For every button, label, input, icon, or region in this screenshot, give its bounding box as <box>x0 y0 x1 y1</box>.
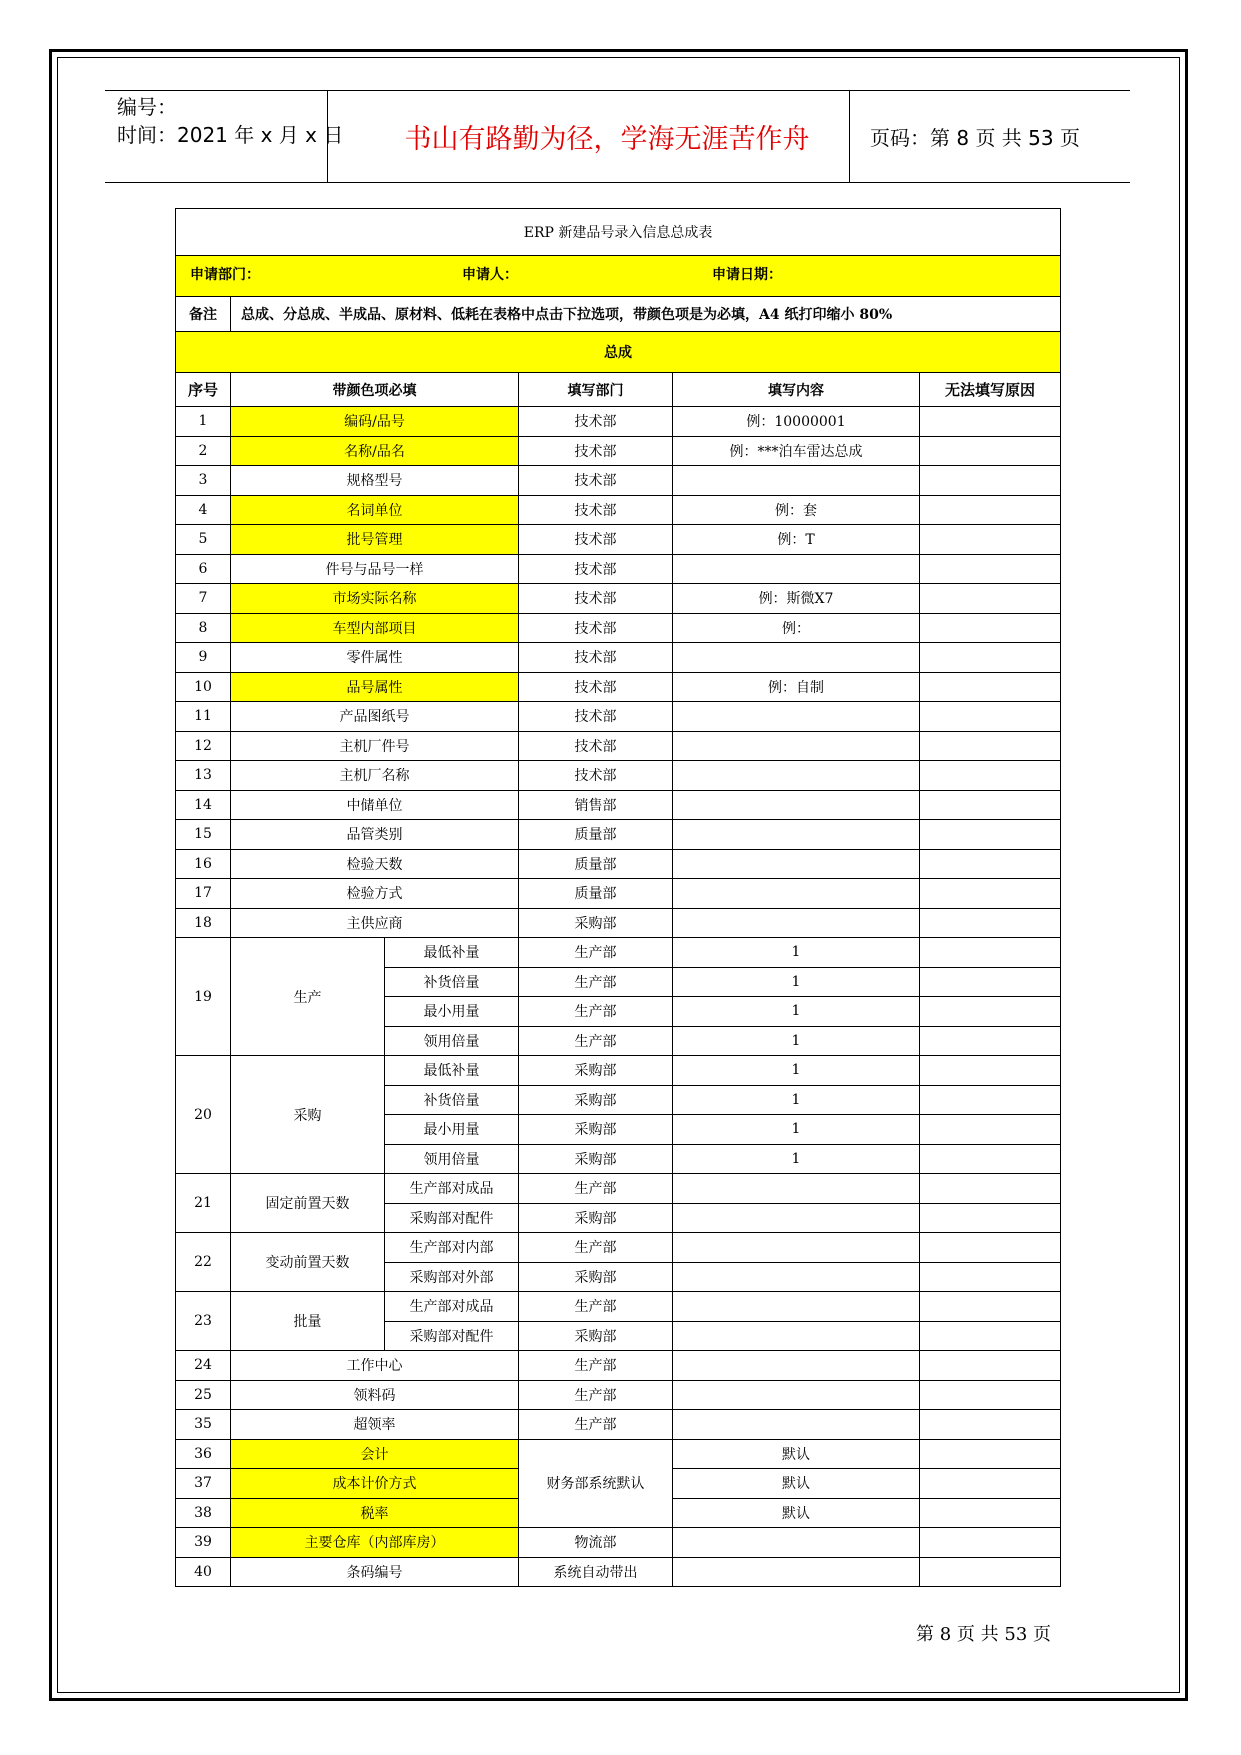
header-divider <box>849 91 850 182</box>
apply-dept-label: 申请部门： <box>190 267 260 283</box>
row-dept: 系统自动带出 <box>519 1557 673 1587</box>
row-seq: 10 <box>176 672 231 702</box>
row-dept: 质量部 <box>519 879 673 909</box>
table-row <box>176 525 1061 555</box>
page-footer: 第 8 页 共 53 页 <box>916 1624 1051 1645</box>
row-content-cell[interactable] <box>673 466 920 496</box>
table-row <box>176 1528 1061 1558</box>
row-content-cell[interactable]: 1 <box>673 938 920 968</box>
row-dept: 生产部 <box>519 997 673 1027</box>
row-reason-cell[interactable] <box>920 702 1061 732</box>
row-reason-cell[interactable] <box>920 967 1061 997</box>
row-content-cell[interactable]: 例： <box>673 613 920 643</box>
row-subitem: 领用倍量 <box>385 1144 519 1174</box>
row-seq: 37 <box>176 1469 231 1499</box>
row-seq: 11 <box>176 702 231 732</box>
row-dept: 技术部 <box>519 672 673 702</box>
row-dept: 技术部 <box>519 613 673 643</box>
row-seq: 13 <box>176 761 231 791</box>
row-reason-cell[interactable] <box>920 1203 1061 1233</box>
row-reason-cell[interactable] <box>920 407 1061 437</box>
row-seq: 2 <box>176 436 231 466</box>
row-reason-cell[interactable] <box>920 1174 1061 1204</box>
row-seq: 21 <box>176 1174 231 1233</box>
row-subitem: 采购部对配件 <box>385 1321 519 1351</box>
row-seq: 12 <box>176 731 231 761</box>
row-content-cell[interactable] <box>673 702 920 732</box>
row-seq: 5 <box>176 525 231 555</box>
row-reason-cell[interactable] <box>920 820 1061 850</box>
table-row <box>176 702 1061 732</box>
header-meta <box>117 93 343 149</box>
row-dept: 采购部 <box>519 1085 673 1115</box>
row-reason-cell[interactable] <box>920 1056 1061 1086</box>
row-group: 生产 <box>231 938 385 1056</box>
table-row <box>176 761 1061 791</box>
row-content-cell[interactable] <box>673 1380 920 1410</box>
row-reason-cell[interactable] <box>920 554 1061 584</box>
row-item: 主机厂名称 <box>231 761 519 791</box>
section-title: 总成 <box>176 332 1061 373</box>
row-subitem: 补货倍量 <box>385 1085 519 1115</box>
row-content-cell[interactable]: 例：***泊车雷达总成 <box>673 436 920 466</box>
row-dept: 技术部 <box>519 702 673 732</box>
row-content-cell[interactable] <box>673 790 920 820</box>
row-seq: 6 <box>176 554 231 584</box>
col-content-header: 填写内容 <box>673 373 920 407</box>
row-dept: 技术部 <box>519 525 673 555</box>
row-group: 固定前置天数 <box>231 1174 385 1233</box>
note-text: 总成、分总成、半成品、原材料、低耗在表格中点击下拉选项，带颜色项是为必填，A4 纸打印缩小 80% <box>231 297 1061 332</box>
table-row <box>176 1174 1061 1204</box>
table-row <box>176 554 1061 584</box>
doc-number-label: 编号： <box>117 95 177 119</box>
row-seq: 17 <box>176 879 231 909</box>
row-group: 采购 <box>231 1056 385 1174</box>
row-content-cell[interactable] <box>673 1528 920 1558</box>
row-seq: 16 <box>176 849 231 879</box>
table-row <box>176 1557 1061 1587</box>
row-reason-cell[interactable] <box>920 761 1061 791</box>
row-reason-cell[interactable] <box>920 1233 1061 1263</box>
table-row <box>176 731 1061 761</box>
row-reason-cell[interactable] <box>920 1351 1061 1381</box>
row-dept: 技术部 <box>519 407 673 437</box>
table-row <box>176 1410 1061 1440</box>
row-content-cell[interactable]: 例：自制 <box>673 672 920 702</box>
row-reason-cell[interactable] <box>920 1115 1061 1145</box>
row-dept: 生产部 <box>519 938 673 968</box>
row-seq: 24 <box>176 1351 231 1381</box>
row-content-cell[interactable]: 默认 <box>673 1469 920 1499</box>
row-item: 零件属性 <box>231 643 519 673</box>
row-seq: 8 <box>176 613 231 643</box>
row-content-cell[interactable] <box>673 820 920 850</box>
row-content-cell[interactable] <box>673 1262 920 1292</box>
table-row <box>176 466 1061 496</box>
row-item: 领料码 <box>231 1380 519 1410</box>
row-reason-cell[interactable] <box>920 1380 1061 1410</box>
row-dept: 生产部 <box>519 1410 673 1440</box>
row-item: 规格型号 <box>231 466 519 496</box>
row-dept: 技术部 <box>519 466 673 496</box>
row-reason-cell[interactable] <box>920 879 1061 909</box>
row-content-cell[interactable]: 例：T <box>673 525 920 555</box>
row-reason-cell[interactable] <box>920 938 1061 968</box>
row-dept: 采购部 <box>519 1321 673 1351</box>
row-content-cell[interactable] <box>673 1174 920 1204</box>
row-seq: 7 <box>176 584 231 614</box>
row-dept: 生产部 <box>519 1233 673 1263</box>
row-dept: 销售部 <box>519 790 673 820</box>
page-header <box>105 90 1130 183</box>
row-seq: 22 <box>176 1233 231 1292</box>
row-item: 会计 <box>231 1439 519 1469</box>
row-reason-cell[interactable] <box>920 584 1061 614</box>
row-subitem: 生产部对成品 <box>385 1292 519 1322</box>
row-item: 批号管理 <box>231 525 519 555</box>
row-dept: 质量部 <box>519 849 673 879</box>
row-content-cell[interactable] <box>673 908 920 938</box>
row-reason-cell[interactable] <box>920 1410 1061 1440</box>
row-item: 车型内部项目 <box>231 613 519 643</box>
row-group: 变动前置天数 <box>231 1233 385 1292</box>
row-item: 品管类别 <box>231 820 519 850</box>
row-dept: 财务部系统默认 <box>519 1439 673 1528</box>
row-seq: 39 <box>176 1528 231 1558</box>
table-row <box>176 790 1061 820</box>
row-item: 检验方式 <box>231 879 519 909</box>
row-reason-cell[interactable] <box>920 1144 1061 1174</box>
row-subitem: 最低补量 <box>385 1056 519 1086</box>
row-dept: 采购部 <box>519 908 673 938</box>
header-motto: 书山有路勤为径，学海无涯苦作舟 <box>404 124 810 155</box>
row-dept: 技术部 <box>519 495 673 525</box>
row-content-cell[interactable]: 1 <box>673 1085 920 1115</box>
table-row <box>176 1380 1061 1410</box>
table-row <box>176 849 1061 879</box>
row-reason-cell[interactable] <box>920 1439 1061 1469</box>
row-content-cell[interactable]: 例：套 <box>673 495 920 525</box>
row-subitem: 最小用量 <box>385 997 519 1027</box>
table-row <box>176 407 1061 437</box>
col-item-header: 带颜色项必填 <box>231 373 519 407</box>
doc-time-label: 时间：2021 年 x 月 x 日 <box>117 123 344 147</box>
row-dept: 技术部 <box>519 554 673 584</box>
row-content-cell[interactable] <box>673 761 920 791</box>
row-content-cell[interactable] <box>673 643 920 673</box>
row-item: 条码编号 <box>231 1557 519 1587</box>
row-reason-cell[interactable] <box>920 495 1061 525</box>
row-dept: 技术部 <box>519 643 673 673</box>
col-seq-header: 序号 <box>176 373 231 407</box>
table-row <box>176 495 1061 525</box>
row-seq: 1 <box>176 407 231 437</box>
row-content-cell[interactable]: 1 <box>673 997 920 1027</box>
header-page-info: 页码：第 8 页 共 53 页 <box>870 126 1080 150</box>
row-dept: 生产部 <box>519 1174 673 1204</box>
row-item: 主机厂件号 <box>231 731 519 761</box>
row-item: 主要仓库（内部库房） <box>231 1528 519 1558</box>
table-row <box>176 436 1061 466</box>
row-content-cell[interactable] <box>673 879 920 909</box>
table-row <box>176 1351 1061 1381</box>
row-content-cell[interactable]: 1 <box>673 1144 920 1174</box>
table-row <box>176 1439 1061 1469</box>
row-content-cell[interactable]: 例：10000001 <box>673 407 920 437</box>
row-dept: 采购部 <box>519 1115 673 1145</box>
row-reason-cell[interactable] <box>920 1026 1061 1056</box>
row-content-cell[interactable] <box>673 554 920 584</box>
row-subitem: 最低补量 <box>385 938 519 968</box>
row-item: 超领率 <box>231 1410 519 1440</box>
row-content-cell[interactable] <box>673 1292 920 1322</box>
row-reason-cell[interactable] <box>920 1085 1061 1115</box>
table-row <box>176 938 1061 968</box>
row-subitem: 生产部对内部 <box>385 1233 519 1263</box>
row-item: 市场实际名称 <box>231 584 519 614</box>
row-subitem: 补货倍量 <box>385 967 519 997</box>
row-seq: 38 <box>176 1498 231 1528</box>
column-header-row <box>176 373 1061 407</box>
row-item: 成本计价方式 <box>231 1469 519 1499</box>
row-seq: 14 <box>176 790 231 820</box>
row-content-cell[interactable] <box>673 849 920 879</box>
row-dept: 生产部 <box>519 967 673 997</box>
row-content-cell[interactable]: 1 <box>673 1115 920 1145</box>
table-row <box>176 672 1061 702</box>
row-seq: 3 <box>176 466 231 496</box>
table-row <box>176 1233 1061 1263</box>
note-label: 备注 <box>176 297 231 332</box>
table-row <box>176 879 1061 909</box>
row-seq: 40 <box>176 1557 231 1587</box>
row-reason-cell[interactable] <box>920 672 1061 702</box>
row-subitem: 领用倍量 <box>385 1026 519 1056</box>
table-row <box>176 908 1061 938</box>
row-reason-cell[interactable] <box>920 525 1061 555</box>
row-seq: 25 <box>176 1380 231 1410</box>
row-reason-cell[interactable] <box>920 466 1061 496</box>
row-reason-cell[interactable] <box>920 613 1061 643</box>
applicant-label: 申请人： <box>462 267 518 283</box>
form-title: ERP 新建品号录入信息总成表 <box>176 209 1061 256</box>
row-item: 名词单位 <box>231 495 519 525</box>
row-reason-cell[interactable] <box>920 849 1061 879</box>
row-dept: 采购部 <box>519 1262 673 1292</box>
row-dept: 技术部 <box>519 584 673 614</box>
row-reason-cell[interactable] <box>920 1469 1061 1499</box>
row-subitem: 生产部对成品 <box>385 1174 519 1204</box>
row-reason-cell[interactable] <box>920 997 1061 1027</box>
row-content-cell[interactable] <box>673 1557 920 1587</box>
row-item: 品号属性 <box>231 672 519 702</box>
col-dept-header: 填写部门 <box>519 373 673 407</box>
row-item: 中储单位 <box>231 790 519 820</box>
row-item: 税率 <box>231 1498 519 1528</box>
row-item: 主供应商 <box>231 908 519 938</box>
row-seq: 36 <box>176 1439 231 1469</box>
row-seq: 19 <box>176 938 231 1056</box>
row-content-cell[interactable]: 1 <box>673 1056 920 1086</box>
row-reason-cell[interactable] <box>920 1292 1061 1322</box>
row-reason-cell[interactable] <box>920 436 1061 466</box>
apply-date-label: 申请日期： <box>712 267 782 283</box>
row-item: 检验天数 <box>231 849 519 879</box>
table-row <box>176 820 1061 850</box>
row-reason-cell[interactable] <box>920 1321 1061 1351</box>
table-row <box>176 1292 1061 1322</box>
row-reason-cell[interactable] <box>920 790 1061 820</box>
row-content-cell[interactable]: 默认 <box>673 1498 920 1528</box>
row-reason-cell[interactable] <box>920 908 1061 938</box>
row-dept: 技术部 <box>519 436 673 466</box>
row-seq: 18 <box>176 908 231 938</box>
row-subitem: 采购部对外部 <box>385 1262 519 1292</box>
row-dept: 采购部 <box>519 1056 673 1086</box>
row-reason-cell[interactable] <box>920 1528 1061 1558</box>
row-seq: 35 <box>176 1410 231 1440</box>
row-item: 名称/品名 <box>231 436 519 466</box>
row-reason-cell[interactable] <box>920 1498 1061 1528</box>
row-reason-cell[interactable] <box>920 1262 1061 1292</box>
row-dept: 质量部 <box>519 820 673 850</box>
row-item: 件号与品号一样 <box>231 554 519 584</box>
row-subitem: 采购部对配件 <box>385 1203 519 1233</box>
row-content-cell[interactable] <box>673 1321 920 1351</box>
row-item: 产品图纸号 <box>231 702 519 732</box>
row-content-cell[interactable]: 例：斯微X7 <box>673 584 920 614</box>
apply-info-row <box>176 256 1061 297</box>
table-row <box>176 1056 1061 1086</box>
row-seq: 20 <box>176 1056 231 1174</box>
row-seq: 9 <box>176 643 231 673</box>
row-content-cell[interactable] <box>673 1233 920 1263</box>
row-group: 批量 <box>231 1292 385 1351</box>
row-content-cell[interactable] <box>673 1351 920 1381</box>
row-dept: 生产部 <box>519 1292 673 1322</box>
row-content-cell[interactable] <box>673 1203 920 1233</box>
row-dept: 技术部 <box>519 761 673 791</box>
row-dept: 物流部 <box>519 1528 673 1558</box>
row-content-cell[interactable]: 1 <box>673 1026 920 1056</box>
table-row <box>176 584 1061 614</box>
row-seq: 15 <box>176 820 231 850</box>
row-reason-cell[interactable] <box>920 1557 1061 1587</box>
row-dept: 技术部 <box>519 731 673 761</box>
col-reason-header: 无法填写原因 <box>920 373 1061 407</box>
row-dept: 生产部 <box>519 1351 673 1381</box>
row-item: 工作中心 <box>231 1351 519 1381</box>
row-content-cell[interactable]: 1 <box>673 967 920 997</box>
table-row <box>176 613 1061 643</box>
row-seq: 4 <box>176 495 231 525</box>
row-seq: 23 <box>176 1292 231 1351</box>
row-dept: 采购部 <box>519 1203 673 1233</box>
erp-form-table <box>175 208 1061 1587</box>
row-reason-cell[interactable] <box>920 643 1061 673</box>
row-content-cell[interactable] <box>673 731 920 761</box>
row-dept: 采购部 <box>519 1144 673 1174</box>
table-row <box>176 643 1061 673</box>
row-dept: 生产部 <box>519 1026 673 1056</box>
row-item: 编码/品号 <box>231 407 519 437</box>
row-content-cell[interactable]: 默认 <box>673 1439 920 1469</box>
row-subitem: 最小用量 <box>385 1115 519 1145</box>
row-dept: 生产部 <box>519 1380 673 1410</box>
row-content-cell[interactable] <box>673 1410 920 1440</box>
row-reason-cell[interactable] <box>920 731 1061 761</box>
